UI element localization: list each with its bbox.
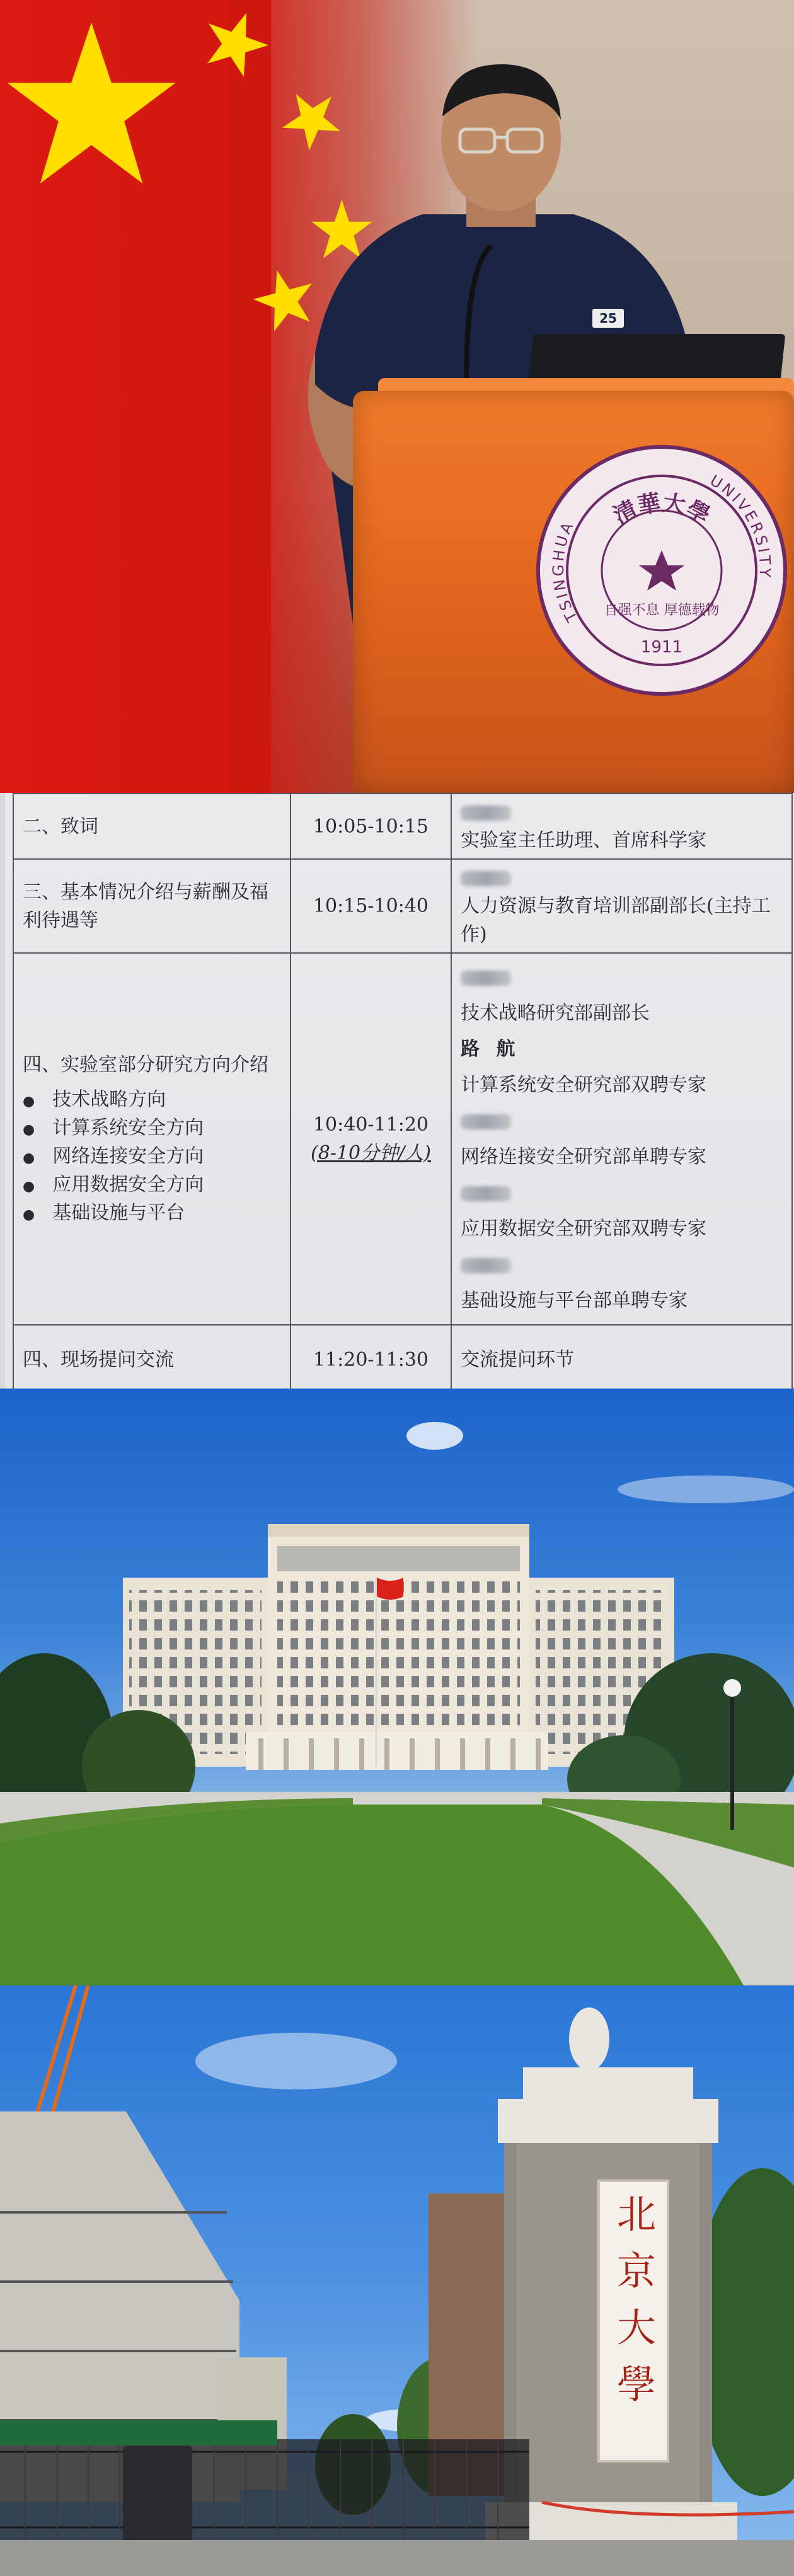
- seal-ring-right: UNIVERSITY: [706, 471, 774, 580]
- table-row: [13, 794, 792, 859]
- seal-year: 1911: [640, 638, 683, 657]
- peking-university-gate-photo: [0, 1985, 794, 2576]
- agenda-time: 11:20-11:30: [291, 1325, 451, 1389]
- agenda-item: 二、致词: [13, 794, 291, 859]
- list-item: ● 应用数据安全方向: [23, 1170, 281, 1199]
- agenda-time: 10:40-11:20 (8-10分钟/人): [291, 953, 451, 1325]
- agenda-speaker: 技术战略研究部副部长 路 航 计算系统安全研究部双聘专家 网络连接安全研究部单聘专家 应用数据安全研究部双聘专家 基础设施与平台部单聘专家: [451, 953, 792, 1325]
- seal-ring-left: TSINGHUA: [549, 517, 582, 625]
- cloud: [406, 1422, 463, 1450]
- agenda-item: 三、基本情况介绍与薪酬及福利待遇等: [13, 859, 291, 953]
- cloud: [195, 2033, 397, 2089]
- flag-small-star-icon: [200, 9, 270, 79]
- agenda-table: [13, 793, 793, 1389]
- table-row: [13, 953, 792, 1325]
- main-building-scene: [0, 1389, 794, 1985]
- lamp: [723, 1679, 741, 1697]
- agenda-item: 四、现场提问交流: [13, 1325, 291, 1389]
- list-item: ● 技术战略方向: [23, 1085, 281, 1114]
- flag: [377, 1578, 403, 1600]
- list-item: ● 网络连接安全方向: [23, 1142, 281, 1170]
- iron-fence: [0, 2439, 529, 2540]
- tsinghua-main-building-photo: [0, 1389, 794, 1985]
- agenda-speaker: 实验室主任助理、首席科学家: [451, 794, 792, 859]
- shirt-logo: 25: [599, 311, 617, 326]
- redacted-name: [461, 971, 511, 986]
- speaker-name: 路 航: [461, 1038, 521, 1060]
- list-item: ● 基础设施与平台: [23, 1199, 281, 1227]
- redacted-name: [461, 1258, 511, 1273]
- tsinghua-seal-logo: [536, 444, 788, 696]
- agenda-item: 四、实验室部分研究方向介绍 ● 技术战略方向 ● 计算系统安全方向 ● 网络连接安全方向 ● 应用数据安全方向 ● 基础设施与平台: [13, 953, 291, 1325]
- redacted-name: [461, 1114, 511, 1129]
- gate-scene: [0, 1985, 794, 2576]
- table-row: [13, 859, 792, 953]
- construction-crane: [35, 1985, 88, 2121]
- agenda-speaker: 交流提问环节: [451, 1325, 792, 1389]
- gate-plaque-text: 北京大學: [610, 2193, 657, 2420]
- cloud: [618, 1476, 794, 1503]
- agenda-time: 10:15-10:40: [291, 859, 451, 953]
- seal-center-text: 清華大學: [609, 489, 715, 529]
- redacted-name: [461, 806, 511, 821]
- table-row: [13, 1325, 792, 1389]
- seal-motto: 自强不息 厚德载物: [604, 603, 720, 618]
- time-note: (8-10分钟/人): [311, 1142, 431, 1164]
- agenda-document: [0, 793, 794, 1389]
- speaker-photo: [0, 0, 794, 793]
- list-item: ● 计算系统安全方向: [23, 1114, 281, 1142]
- flag-large-star-icon: [0, 19, 183, 202]
- guard-booth: [123, 2446, 192, 2553]
- agenda-time: 10:05-10:15: [291, 794, 451, 859]
- redacted-name: [461, 1186, 511, 1201]
- agenda-speaker: 人力资源与教育培训部副部长(主持工作): [451, 859, 792, 953]
- redacted-name: [461, 871, 511, 886]
